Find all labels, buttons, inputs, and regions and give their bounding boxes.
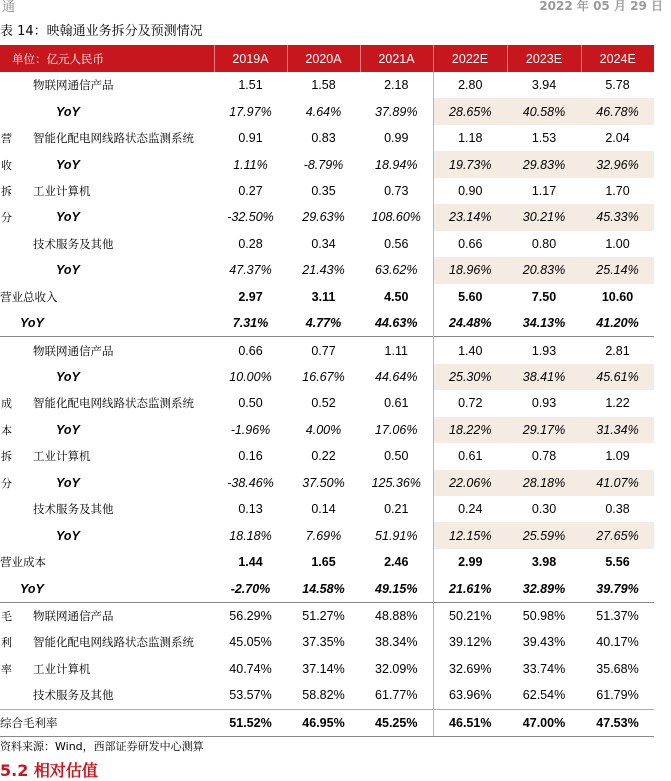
value-cell: -38.46% [227, 475, 274, 490]
value-cell: 2.18 [384, 78, 409, 93]
table-header-row [0, 45, 654, 72]
value-cell: 2.99 [433, 549, 507, 575]
value-cell: 1.93 [507, 337, 581, 364]
value-cell: 25.59% [507, 522, 581, 548]
category-spacer [0, 522, 14, 548]
value-cell: 34.13% [522, 316, 566, 331]
category-spacer [0, 72, 14, 98]
table-row [0, 575, 654, 602]
value-cell: 1.18 [433, 125, 507, 151]
value-cell: 5.60 [433, 284, 507, 310]
value-cell: 21.61% [433, 575, 507, 602]
category-spacer [0, 496, 14, 522]
category-label-char: 拆 [1, 184, 12, 198]
table-row [0, 629, 654, 655]
value-cell: 0.73 [384, 183, 409, 198]
value-cell: 1.11% [233, 157, 268, 172]
value-cell: 23.14% [433, 204, 507, 230]
value-cell: 0.93 [531, 396, 557, 411]
value-cell: 44.64% [375, 370, 418, 385]
category-label-char: 利 [1, 636, 12, 650]
unit-label: 单位：亿元人民币 [0, 45, 214, 72]
total-yoy-label: YoY [20, 316, 44, 331]
value-cell: 40.74% [229, 661, 272, 676]
table-row [0, 284, 654, 310]
value-cell: 38.34% [375, 635, 418, 650]
year-header: 2019A [214, 45, 287, 72]
value-cell: 28.65% [433, 98, 507, 124]
value-cell: 63.96% [433, 682, 507, 709]
value-cell: 0.35 [311, 183, 336, 198]
value-cell: 5.78 [605, 78, 630, 93]
table-row [0, 549, 654, 575]
table-row [0, 470, 654, 496]
value-cell: 25.30% [433, 364, 507, 390]
value-cell: 1.00 [605, 236, 630, 251]
value-cell: 10.60 [601, 289, 634, 304]
year-header: 2023E [507, 45, 581, 72]
value-cell: 32.89% [522, 581, 566, 596]
value-cell: 25.14% [581, 257, 654, 283]
category-label-char: 收 [1, 158, 12, 172]
item-label: 工业计算机 [33, 661, 91, 676]
value-cell: 0.61 [433, 443, 507, 469]
value-cell: 62.54% [522, 688, 566, 703]
value-cell: 108.60% [371, 210, 421, 225]
value-cell: 2.04 [605, 131, 630, 146]
value-cell: 3.94 [531, 78, 557, 93]
item-label: 技术服务及其他 [33, 502, 114, 517]
value-cell: 17.06% [375, 422, 418, 437]
table-row [0, 151, 654, 177]
value-cell: 0.80 [531, 236, 557, 251]
value-cell: 31.34% [581, 417, 654, 443]
value-cell: 0.38 [605, 502, 630, 517]
value-cell: 44.63% [375, 316, 418, 331]
yoy-label: YoY [56, 157, 80, 172]
value-cell: 0.91 [238, 131, 263, 146]
category-label-char: 率 [1, 662, 12, 676]
value-cell: 7.31% [232, 316, 269, 331]
value-cell: 20.83% [507, 257, 581, 283]
value-cell: 3.11 [311, 289, 336, 304]
value-cell: 1.40 [433, 337, 507, 364]
table-row [0, 364, 654, 390]
total-yoy-label: YoY [20, 581, 44, 596]
total-label: 营业成本 [0, 555, 46, 570]
table-row [0, 682, 654, 709]
value-cell: 0.27 [238, 183, 263, 198]
value-cell: 1.51 [238, 78, 263, 93]
table-row [0, 496, 654, 522]
yoy-label: YoY [56, 370, 80, 385]
value-cell: 33.74% [522, 661, 566, 676]
table-row [0, 417, 654, 443]
value-cell: 3.98 [531, 555, 557, 570]
value-cell: 0.16 [238, 449, 263, 464]
category-spacer [0, 364, 14, 390]
item-label: 工业计算机 [33, 183, 91, 198]
value-cell: 0.52 [311, 396, 336, 411]
value-cell: 45.61% [581, 364, 654, 390]
value-cell: 4.77% [305, 316, 342, 331]
value-cell: 16.67% [302, 370, 345, 385]
table-row [0, 310, 654, 337]
value-cell: 19.73% [433, 151, 507, 177]
value-cell: 4.64% [305, 104, 342, 119]
table-row [0, 257, 654, 283]
value-cell: 51.91% [375, 528, 418, 543]
category-label-char: 拆 [1, 450, 12, 464]
value-cell: 1.17 [531, 183, 557, 198]
value-cell: -8.79% [303, 157, 344, 172]
value-cell: 47.00% [507, 709, 581, 736]
value-cell: 0.22 [311, 449, 336, 464]
table-row [0, 390, 654, 416]
value-cell: 50.21% [433, 602, 507, 629]
value-cell: 0.77 [287, 337, 360, 364]
item-label: 技术服务及其他 [33, 688, 114, 703]
value-cell: 17.97% [229, 104, 272, 119]
category-label-char: 分 [1, 211, 12, 225]
value-cell: 4.00% [305, 422, 342, 437]
value-cell: 45.25% [360, 709, 433, 736]
value-cell: 49.15% [375, 581, 418, 596]
yoy-label: YoY [56, 210, 80, 225]
value-cell: 5.56 [605, 555, 630, 570]
report-date: 2022 年 05 月 29 日 [539, 0, 663, 13]
value-cell: -1.96% [230, 422, 271, 437]
value-cell: -2.70% [230, 581, 271, 596]
yoy-label: YoY [56, 422, 80, 437]
table-row [0, 98, 654, 124]
value-cell: 0.24 [433, 496, 507, 522]
value-cell: 18.96% [433, 257, 507, 283]
value-cell: 18.94% [375, 157, 418, 172]
item-label: 技术服务及其他 [33, 236, 114, 251]
table-caption: 表 14：映翰通业务拆分及预测情况 [0, 24, 203, 39]
value-cell: 12.15% [433, 522, 507, 548]
value-cell: 4.50 [384, 289, 409, 304]
value-cell: 1.22 [605, 396, 630, 411]
category-label-char: 营 [1, 132, 12, 146]
value-cell: 1.70 [605, 183, 630, 198]
value-cell: 1.44 [238, 555, 263, 570]
value-cell: 40.17% [596, 635, 639, 650]
value-cell: 0.28 [238, 236, 263, 251]
value-cell: 10.00% [229, 370, 272, 385]
value-cell: 61.79% [596, 688, 639, 703]
value-cell: 37.89% [375, 104, 418, 119]
value-cell: 29.63% [302, 210, 345, 225]
yoy-label: YoY [56, 475, 80, 490]
value-cell: 40.58% [507, 98, 581, 124]
value-cell: 37.35% [302, 635, 345, 650]
year-header: 2022E [433, 45, 507, 72]
item-label: 工业计算机 [33, 449, 91, 464]
value-cell: 1.65 [311, 555, 336, 570]
value-cell: 0.72 [433, 390, 507, 416]
table-row [0, 443, 654, 469]
table-row [0, 656, 654, 682]
value-cell: 7.50 [531, 289, 557, 304]
total-label: 综合毛利率 [0, 709, 214, 736]
year-header: 2024E [581, 45, 654, 72]
value-cell: 24.48% [433, 310, 507, 337]
table-row [0, 178, 654, 204]
value-cell: 0.21 [384, 502, 409, 517]
category-label-char: 分 [1, 476, 12, 490]
value-cell: 0.83 [311, 131, 336, 146]
value-cell: 35.68% [596, 661, 639, 676]
value-cell: 37.50% [302, 475, 345, 490]
value-cell: 0.50 [384, 449, 409, 464]
value-cell: 0.13 [238, 502, 263, 517]
value-cell: 48.88% [360, 602, 433, 629]
value-cell: 0.99 [384, 131, 409, 146]
value-cell: 0.14 [311, 502, 336, 517]
value-cell: 38.41% [507, 364, 581, 390]
table-row [0, 522, 654, 548]
value-cell: 63.62% [375, 263, 418, 278]
value-cell: 2.97 [238, 289, 263, 304]
year-header: 2021A [360, 45, 433, 72]
value-cell: 51.27% [287, 602, 360, 629]
value-cell: 46.51% [433, 709, 507, 736]
value-cell: 53.57% [229, 688, 272, 703]
value-cell: 39.12% [433, 629, 507, 655]
item-label: 智能化配电网线路状态监测系统 [33, 396, 194, 411]
value-cell: 2.46 [384, 555, 409, 570]
value-cell: 37.14% [302, 661, 345, 676]
category-label-char: 毛 [0, 602, 14, 629]
value-cell: 7.69% [305, 528, 342, 543]
value-cell: 50.98% [507, 602, 581, 629]
value-cell: 61.77% [375, 688, 418, 703]
value-cell: 51.52% [214, 709, 287, 736]
value-cell: -32.50% [227, 210, 274, 225]
value-cell: 0.90 [433, 178, 507, 204]
value-cell: 39.79% [596, 581, 639, 596]
category-label-char: 成 [1, 397, 12, 411]
value-cell: 39.43% [522, 635, 566, 650]
value-cell: 18.18% [229, 528, 272, 543]
value-cell: 1.58 [311, 78, 336, 93]
value-cell: 0.61 [384, 396, 409, 411]
item-label: 物联网通信产品 [14, 602, 214, 629]
value-cell: 0.78 [531, 449, 557, 464]
value-cell: 46.78% [581, 98, 654, 124]
value-cell: 0.56 [384, 236, 409, 251]
value-cell: 29.17% [507, 417, 581, 443]
value-cell: 0.66 [214, 337, 287, 364]
category-spacer [0, 337, 14, 364]
value-cell: 125.36% [371, 475, 421, 490]
category-spacer [0, 682, 14, 709]
value-cell: 1.09 [605, 449, 630, 464]
value-cell: 46.95% [287, 709, 360, 736]
value-cell: 32.96% [581, 151, 654, 177]
value-cell: 27.65% [581, 522, 654, 548]
year-header: 2020A [287, 45, 360, 72]
yoy-label: YoY [56, 104, 80, 119]
value-cell: 18.22% [433, 417, 507, 443]
value-cell: 0.30 [531, 502, 557, 517]
item-label: 物联网通信产品 [14, 337, 214, 364]
value-cell: 1.11 [360, 337, 433, 364]
value-cell: 0.66 [433, 231, 507, 257]
total-label: 营业总收入 [0, 289, 58, 304]
value-cell: 32.69% [433, 656, 507, 682]
forecast-table [0, 45, 654, 737]
category-spacer [0, 98, 14, 124]
value-cell: 41.20% [596, 316, 639, 331]
value-cell: 2.81 [581, 337, 654, 364]
value-cell: 2.80 [433, 72, 507, 98]
table-row [0, 231, 654, 257]
yoy-label: YoY [56, 263, 80, 278]
page-header [0, 0, 671, 18]
value-cell: 21.43% [302, 263, 345, 278]
value-cell: 45.05% [229, 635, 272, 650]
table-row [0, 709, 654, 736]
value-cell: 1.53 [531, 131, 557, 146]
value-cell: 47.37% [229, 263, 272, 278]
value-cell: 14.58% [302, 581, 345, 596]
value-cell: 28.18% [507, 470, 581, 496]
next-section-heading: 5.2 相对估值 [0, 761, 98, 780]
table-row [0, 125, 654, 151]
table-row [0, 72, 654, 98]
yoy-label: YoY [56, 528, 80, 543]
value-cell: 29.83% [507, 151, 581, 177]
value-cell: 22.06% [433, 470, 507, 496]
item-label: 物联网通信产品 [33, 78, 114, 93]
value-cell: 51.37% [581, 602, 654, 629]
category-label-char: 本 [1, 423, 12, 437]
value-cell: 47.53% [581, 709, 654, 736]
header-left-text: 通 [2, 0, 16, 15]
category-spacer [0, 231, 14, 257]
value-cell: 0.50 [238, 396, 263, 411]
value-cell: 45.33% [581, 204, 654, 230]
value-cell: 58.82% [302, 688, 345, 703]
value-cell: 56.29% [214, 602, 287, 629]
value-cell: 0.34 [311, 236, 336, 251]
value-cell: 41.07% [581, 470, 654, 496]
table-row [0, 602, 654, 629]
item-label: 智能化配电网线路状态监测系统 [33, 131, 194, 146]
table-row [0, 337, 654, 364]
source-note: 资料来源：Wind，西部证券研发中心测算 [0, 740, 204, 753]
value-cell: 32.09% [375, 661, 418, 676]
table-row [0, 204, 654, 230]
category-spacer [0, 257, 14, 283]
item-label: 智能化配电网线路状态监测系统 [33, 635, 194, 650]
value-cell: 30.21% [507, 204, 581, 230]
